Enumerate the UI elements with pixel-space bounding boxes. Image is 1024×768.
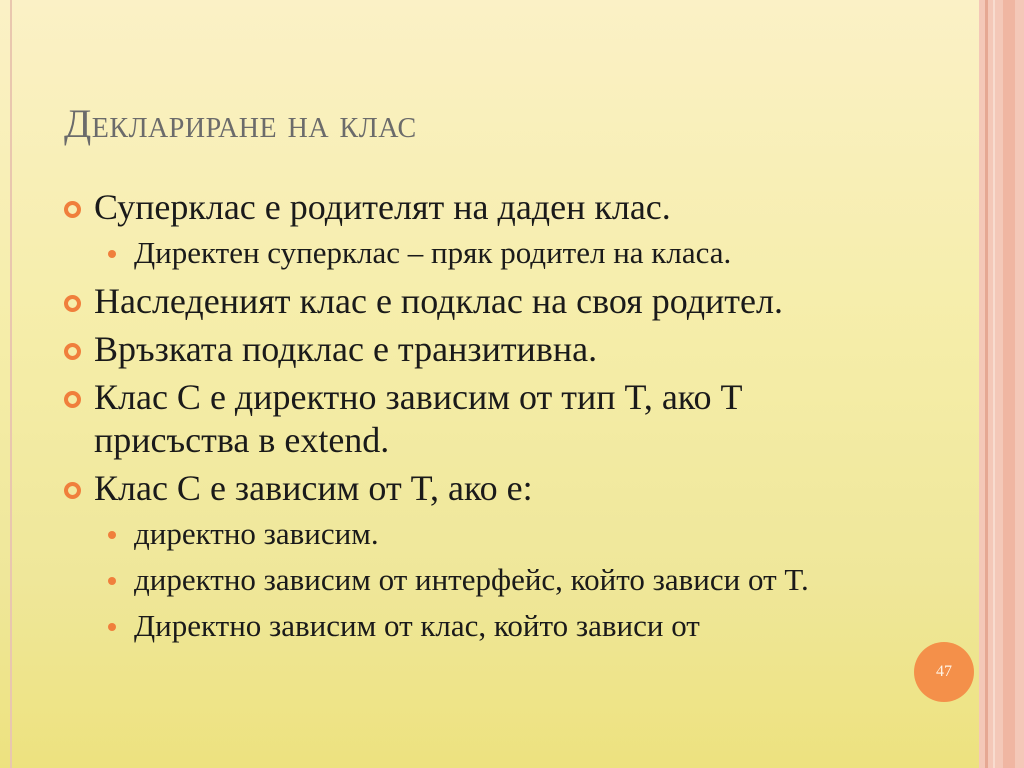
band-stripe: [1003, 0, 1015, 768]
dot-bullet-icon: [108, 250, 116, 258]
sub-bullet-item: [64, 515, 884, 553]
sub-bullet-item: [64, 234, 884, 272]
ring-bullet-icon: [64, 391, 81, 408]
ring-bullet-icon: [64, 343, 81, 360]
dot-bullet-icon: [108, 531, 116, 539]
bullet-text: Суперклас е родителят на даден клас.: [94, 187, 671, 227]
dot-bullet-icon: [108, 577, 116, 585]
ring-bullet-icon: [64, 201, 81, 218]
bullet-item: [64, 328, 884, 371]
band-stripe: [985, 0, 988, 768]
bullet-list: [64, 186, 884, 653]
sub-bullet-text: директно зависим от интерфейс, който зависи от T.: [134, 562, 809, 597]
sub-bullet-item: [64, 561, 884, 599]
ring-bullet-icon: [64, 482, 81, 499]
bullet-text: Наследеният клас е подклас на своя родител.: [94, 281, 783, 321]
bullet-item: [64, 280, 884, 323]
ring-bullet-icon: [64, 295, 81, 312]
bullet-text: Връзката подклас е транзитивна.: [94, 329, 598, 369]
bullet-text: Клас C е зависим от T, ако е:: [94, 468, 533, 508]
bullet-item: [64, 186, 884, 229]
left-border-rule: [10, 0, 12, 768]
sub-bullet-text: Директен суперклас – пряк родител на класа.: [134, 235, 732, 270]
bullet-text: Клас C е директно зависим от тип T, ако T присъства в extend.: [94, 377, 742, 460]
band-stripe: [993, 0, 995, 768]
page-number-badge: 47: [914, 642, 974, 702]
sub-bullet-text: Директно зависим от клас, който зависи от: [134, 608, 700, 643]
slide-title: Деклариране на клас: [64, 101, 417, 146]
dot-bullet-icon: [108, 623, 116, 631]
sub-bullet-item: [64, 607, 884, 645]
bullet-item: [64, 467, 884, 510]
sub-bullet-text: директно зависим.: [134, 516, 379, 551]
right-decorative-band: [979, 0, 1024, 768]
bullet-item: [64, 376, 884, 462]
